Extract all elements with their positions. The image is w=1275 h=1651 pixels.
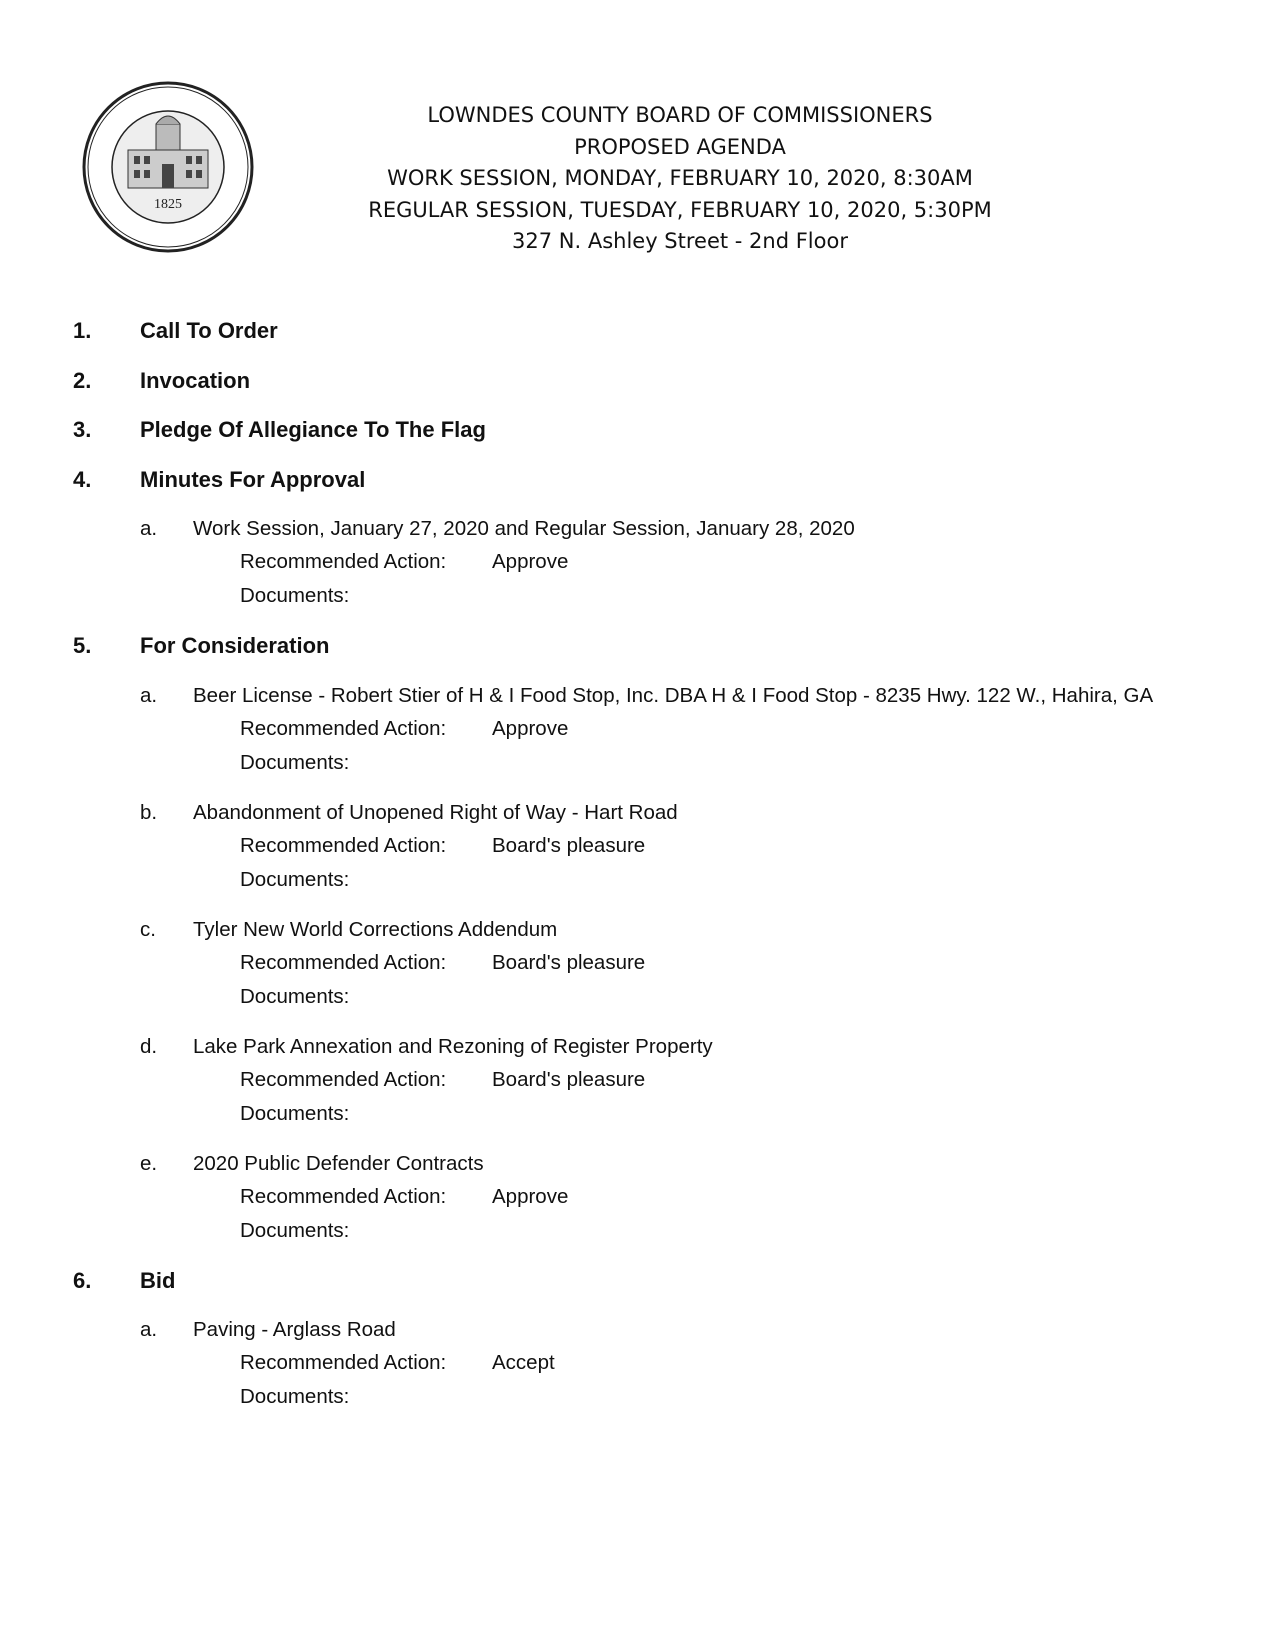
item-number: 4.	[73, 466, 92, 492]
item-title: Minutes For Approval	[140, 466, 366, 492]
documents-row	[193, 980, 1223, 1014]
doc-title: PROPOSED AGENDA	[574, 134, 786, 159]
documents-row	[193, 1097, 1223, 1131]
subitem-body	[193, 799, 1223, 897]
recommended-action-label: Recommended Action:	[240, 1184, 447, 1208]
agenda-list	[73, 317, 1223, 1433]
item-number: 6.	[73, 1267, 92, 1293]
recommended-action-value: Approve	[492, 716, 569, 740]
recommended-action-value: Approve	[492, 1184, 569, 1208]
recommended-action-label: Recommended Action:	[240, 833, 447, 857]
subitem-body	[193, 1150, 1223, 1248]
item-title: Pledge Of Allegiance To The Flag	[140, 417, 486, 442]
item-title: Invocation	[140, 367, 251, 393]
subitem-title: Lake Park Annexation and Rezoning of Register Property	[193, 1034, 713, 1058]
documents-label: Documents:	[240, 584, 350, 607]
agenda-item-heading	[73, 632, 1223, 682]
regular-session-line: REGULAR SESSION, TUESDAY, FEBRUARY 10, 2020, 5:30PM	[368, 197, 992, 222]
documents-label: Documents:	[240, 1385, 350, 1408]
subitem-title: Tyler New World Corrections Addendum	[193, 917, 558, 941]
agenda-subitem	[73, 1150, 1223, 1248]
agenda-subitem	[73, 1316, 1223, 1414]
recommended-action-row	[193, 545, 1223, 579]
agenda-item-heading	[73, 1267, 1223, 1317]
recommended-action-row	[193, 1063, 1223, 1097]
spacer	[73, 897, 1223, 916]
subitem-body	[193, 1316, 1223, 1414]
subitem-body	[193, 1033, 1223, 1131]
recommended-action-value: Board's pleasure	[492, 1067, 646, 1091]
agenda-item-heading	[73, 317, 1223, 367]
subitem-letter: a.	[140, 1318, 158, 1341]
documents-row	[193, 863, 1223, 897]
recommended-action-value: Accept	[492, 1351, 555, 1374]
svg-text:1825: 1825	[154, 197, 182, 212]
subitem-title: Paving - Arglass Road	[193, 1318, 396, 1341]
recommended-action-value: Board's pleasure	[492, 833, 646, 857]
recommended-action-label: Recommended Action:	[240, 1351, 447, 1374]
recommended-action-value: Board's pleasure	[492, 950, 646, 974]
documents-label: Documents:	[240, 750, 350, 774]
item-title: Call To Order	[140, 318, 278, 343]
agenda-item-heading	[73, 367, 1223, 417]
recommended-action-row	[193, 829, 1223, 863]
subitem-title: Abandonment of Unopened Right of Way - Hart Road	[193, 800, 678, 824]
documents-row	[193, 746, 1223, 780]
documents-row	[193, 1214, 1223, 1248]
agenda-item-heading	[73, 466, 1223, 516]
agenda-item	[73, 317, 1223, 367]
county-seal-logo	[72, 72, 264, 262]
documents-row	[193, 1380, 1223, 1414]
agenda-item	[73, 466, 1223, 633]
subitem-body	[193, 515, 1223, 613]
subitem-title: Work Session, January 27, 2020 and Regular Session, January 28, 2020	[193, 517, 855, 540]
agenda-subitem	[73, 1033, 1223, 1131]
subitem-title: 2020 Public Defender Contracts	[193, 1151, 484, 1175]
spacer	[73, 613, 1223, 632]
spacer	[73, 1414, 1223, 1433]
agenda-item-heading	[73, 416, 1223, 466]
subitem-body	[193, 682, 1223, 780]
spacer	[73, 1248, 1223, 1267]
agenda-item	[73, 1267, 1223, 1434]
recommended-action-label: Recommended Action:	[240, 950, 447, 974]
recommended-action-row	[193, 1346, 1223, 1380]
documents-row	[193, 579, 1223, 613]
work-session-line: WORK SESSION, MONDAY, FEBRUARY 10, 2020, 8:30AM	[387, 166, 973, 190]
agenda-subitem	[73, 916, 1223, 1014]
item-title: Bid	[140, 1267, 176, 1293]
recommended-action-label: Recommended Action:	[240, 1067, 447, 1091]
subitem-letter: a.	[140, 683, 158, 707]
subitem-letter: a.	[140, 517, 158, 540]
recommended-action-row	[193, 712, 1223, 746]
agenda-item	[73, 416, 1223, 466]
recommended-action-label: Recommended Action:	[240, 716, 447, 740]
spacer	[73, 1131, 1223, 1150]
subitem-letter: e.	[140, 1151, 158, 1175]
item-title: For Consideration	[140, 633, 330, 658]
item-number: 2.	[73, 367, 92, 393]
recommended-action-label: Recommended Action:	[240, 550, 447, 573]
subitem-body	[193, 916, 1223, 1014]
subitem-letter: b.	[140, 800, 158, 824]
spacer	[73, 780, 1223, 799]
documents-label: Documents:	[240, 1218, 350, 1242]
recommended-action-row	[193, 946, 1223, 980]
item-number: 1.	[73, 318, 92, 343]
subitem-letter: d.	[140, 1034, 158, 1058]
item-number: 5.	[73, 633, 92, 658]
recommended-action-row	[193, 1180, 1223, 1214]
spacer	[73, 1014, 1223, 1033]
subitem-letter: c.	[140, 917, 156, 941]
agenda-subitem	[73, 682, 1223, 780]
documents-label: Documents:	[240, 867, 350, 891]
documents-label: Documents:	[240, 984, 350, 1008]
item-number: 3.	[73, 417, 92, 442]
agenda-subitem	[73, 799, 1223, 897]
address-line: 327 N. Ashley Street - 2nd Floor	[512, 229, 848, 253]
agenda-item	[73, 367, 1223, 417]
subitem-title: Beer License - Robert Stier of H & I Food Stop, Inc. DBA H & I Food Stop - 8235 Hwy. 122 W., Hahira, GA	[193, 683, 1154, 707]
documents-label: Documents:	[240, 1101, 350, 1125]
agenda-item	[73, 632, 1223, 1267]
agenda-header	[300, 100, 1060, 258]
org-title: LOWNDES COUNTY BOARD OF COMMISSIONERS	[427, 103, 933, 127]
recommended-action-value: Approve	[492, 550, 569, 573]
agenda-subitem	[73, 515, 1223, 613]
